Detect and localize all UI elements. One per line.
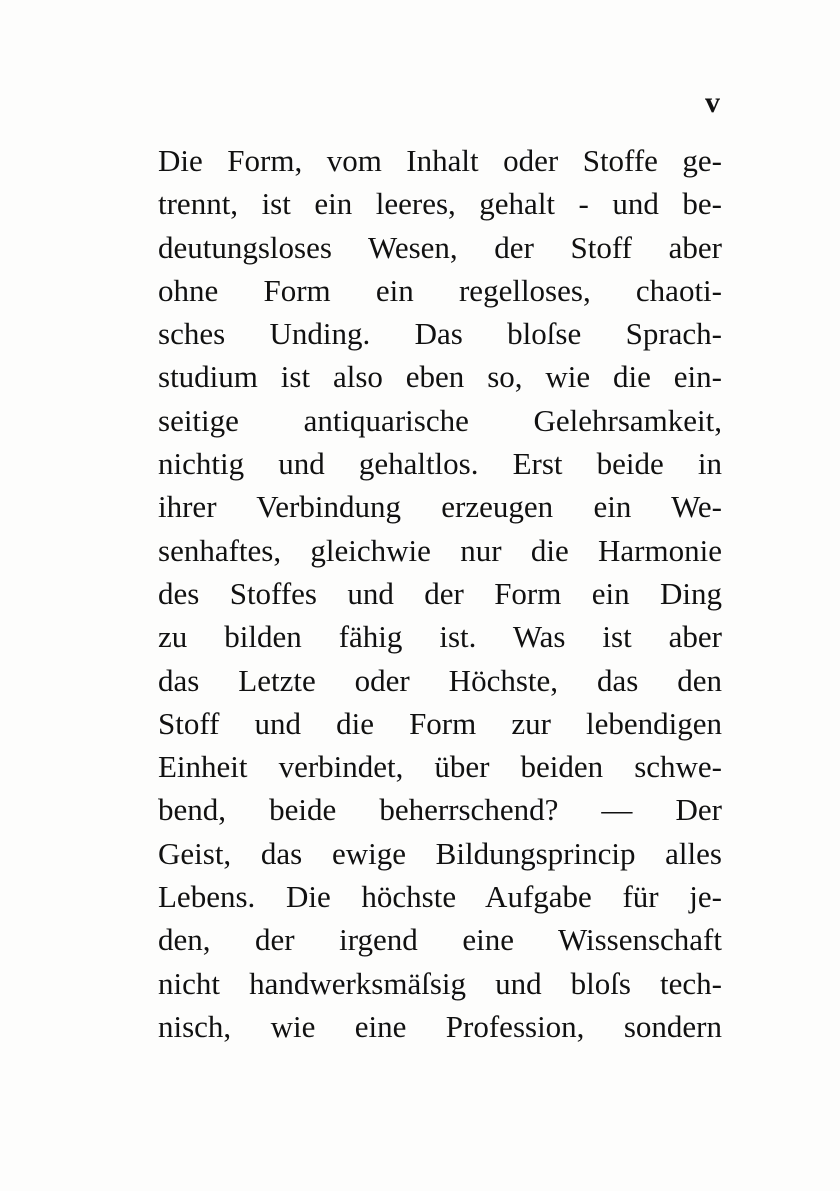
text-line: bend, beide beherrschend? — Der [158, 792, 722, 828]
text-line: studium ist also eben so, wie die ein- [158, 359, 722, 395]
text-line: des Stoffes und der Form ein Ding [158, 575, 722, 611]
text-line: Die Form, vom Inhalt oder Stoffe ge- [158, 143, 722, 178]
text-line: nichtig und gehaltlos. Erst beide in [158, 446, 722, 482]
text-line: ihrer Verbindung erzeugen ein We- [158, 489, 722, 525]
text-line: senhaftes, gleichwie nur die Harmonie [158, 532, 722, 568]
text-line: das Letzte oder Höchste, das den [158, 662, 722, 698]
text-line: seitige antiquarische Gelehrsamkeit, [158, 402, 722, 438]
text-line: zu bilden fähig ist. Was ist aber [158, 619, 722, 655]
text-line: nicht handwerksmäſsig und bloſs tech- [158, 965, 722, 1001]
text-line: Lebens. Die höchste Aufgabe für je- [158, 879, 722, 915]
text-line: den, der irgend eine Wissenschaft [158, 922, 722, 958]
text-line: Geist, das ewige Bildungsprincip alles [158, 835, 722, 871]
page-number: v [705, 86, 720, 119]
body-text [158, 139, 722, 1048]
text-line: deutungsloses Wesen, der Stoff aber [158, 229, 722, 265]
text-line: trennt, ist ein leeres, gehalt - und be- [158, 186, 722, 222]
text-line: ohne Form ein regelloses, chaoti- [158, 272, 722, 308]
text-line: sches Unding. Das bloſse Sprach- [158, 316, 722, 352]
text-line: Einheit verbindet, über beiden schwe- [158, 749, 722, 785]
text-line: nisch, wie eine Profession, sondern [158, 1008, 722, 1044]
text-line: Stoff und die Form zur lebendigen [158, 705, 722, 741]
